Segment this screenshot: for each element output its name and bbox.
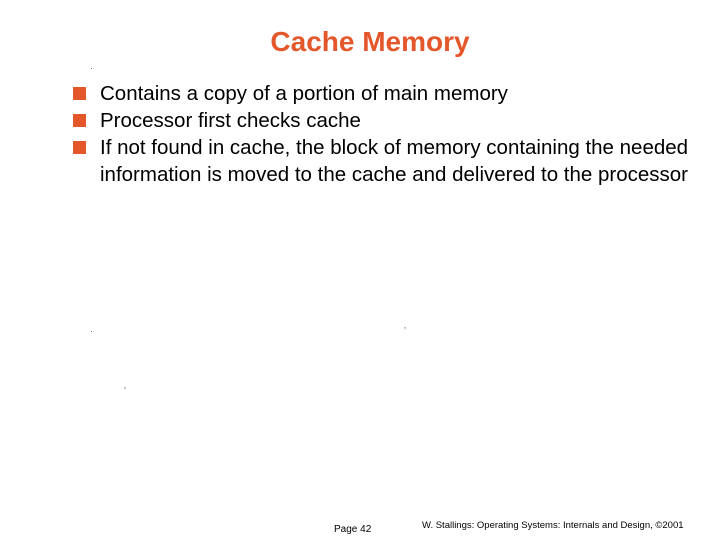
bullet-text: Processor first checks cache (100, 109, 361, 132)
bullet-item (72, 107, 692, 134)
square-bullet-icon (73, 114, 86, 127)
square-bullet-icon (73, 87, 86, 100)
bullet-item (72, 134, 692, 188)
square-bullet-icon (73, 141, 86, 154)
stray-mark: · (90, 326, 93, 336)
footer-credit: W. Stallings: Operating Systems: Internals and Design, ©2001 (422, 520, 684, 531)
bullet-text: Contains a copy of a portion of main memory (100, 82, 508, 105)
page-number: Page 42 (334, 524, 372, 535)
stray-mark: · (90, 63, 93, 73)
bullet-item (72, 80, 692, 107)
stray-mark: ʼ (404, 326, 406, 336)
stray-mark: ʼ (124, 386, 126, 396)
slide-title: Cache Memory (270, 26, 470, 57)
bullet-text: If not found in cache, the block of memory containing the needed information is moved to the cache and delivered to the processor (100, 136, 689, 186)
bullet-list (72, 80, 692, 188)
